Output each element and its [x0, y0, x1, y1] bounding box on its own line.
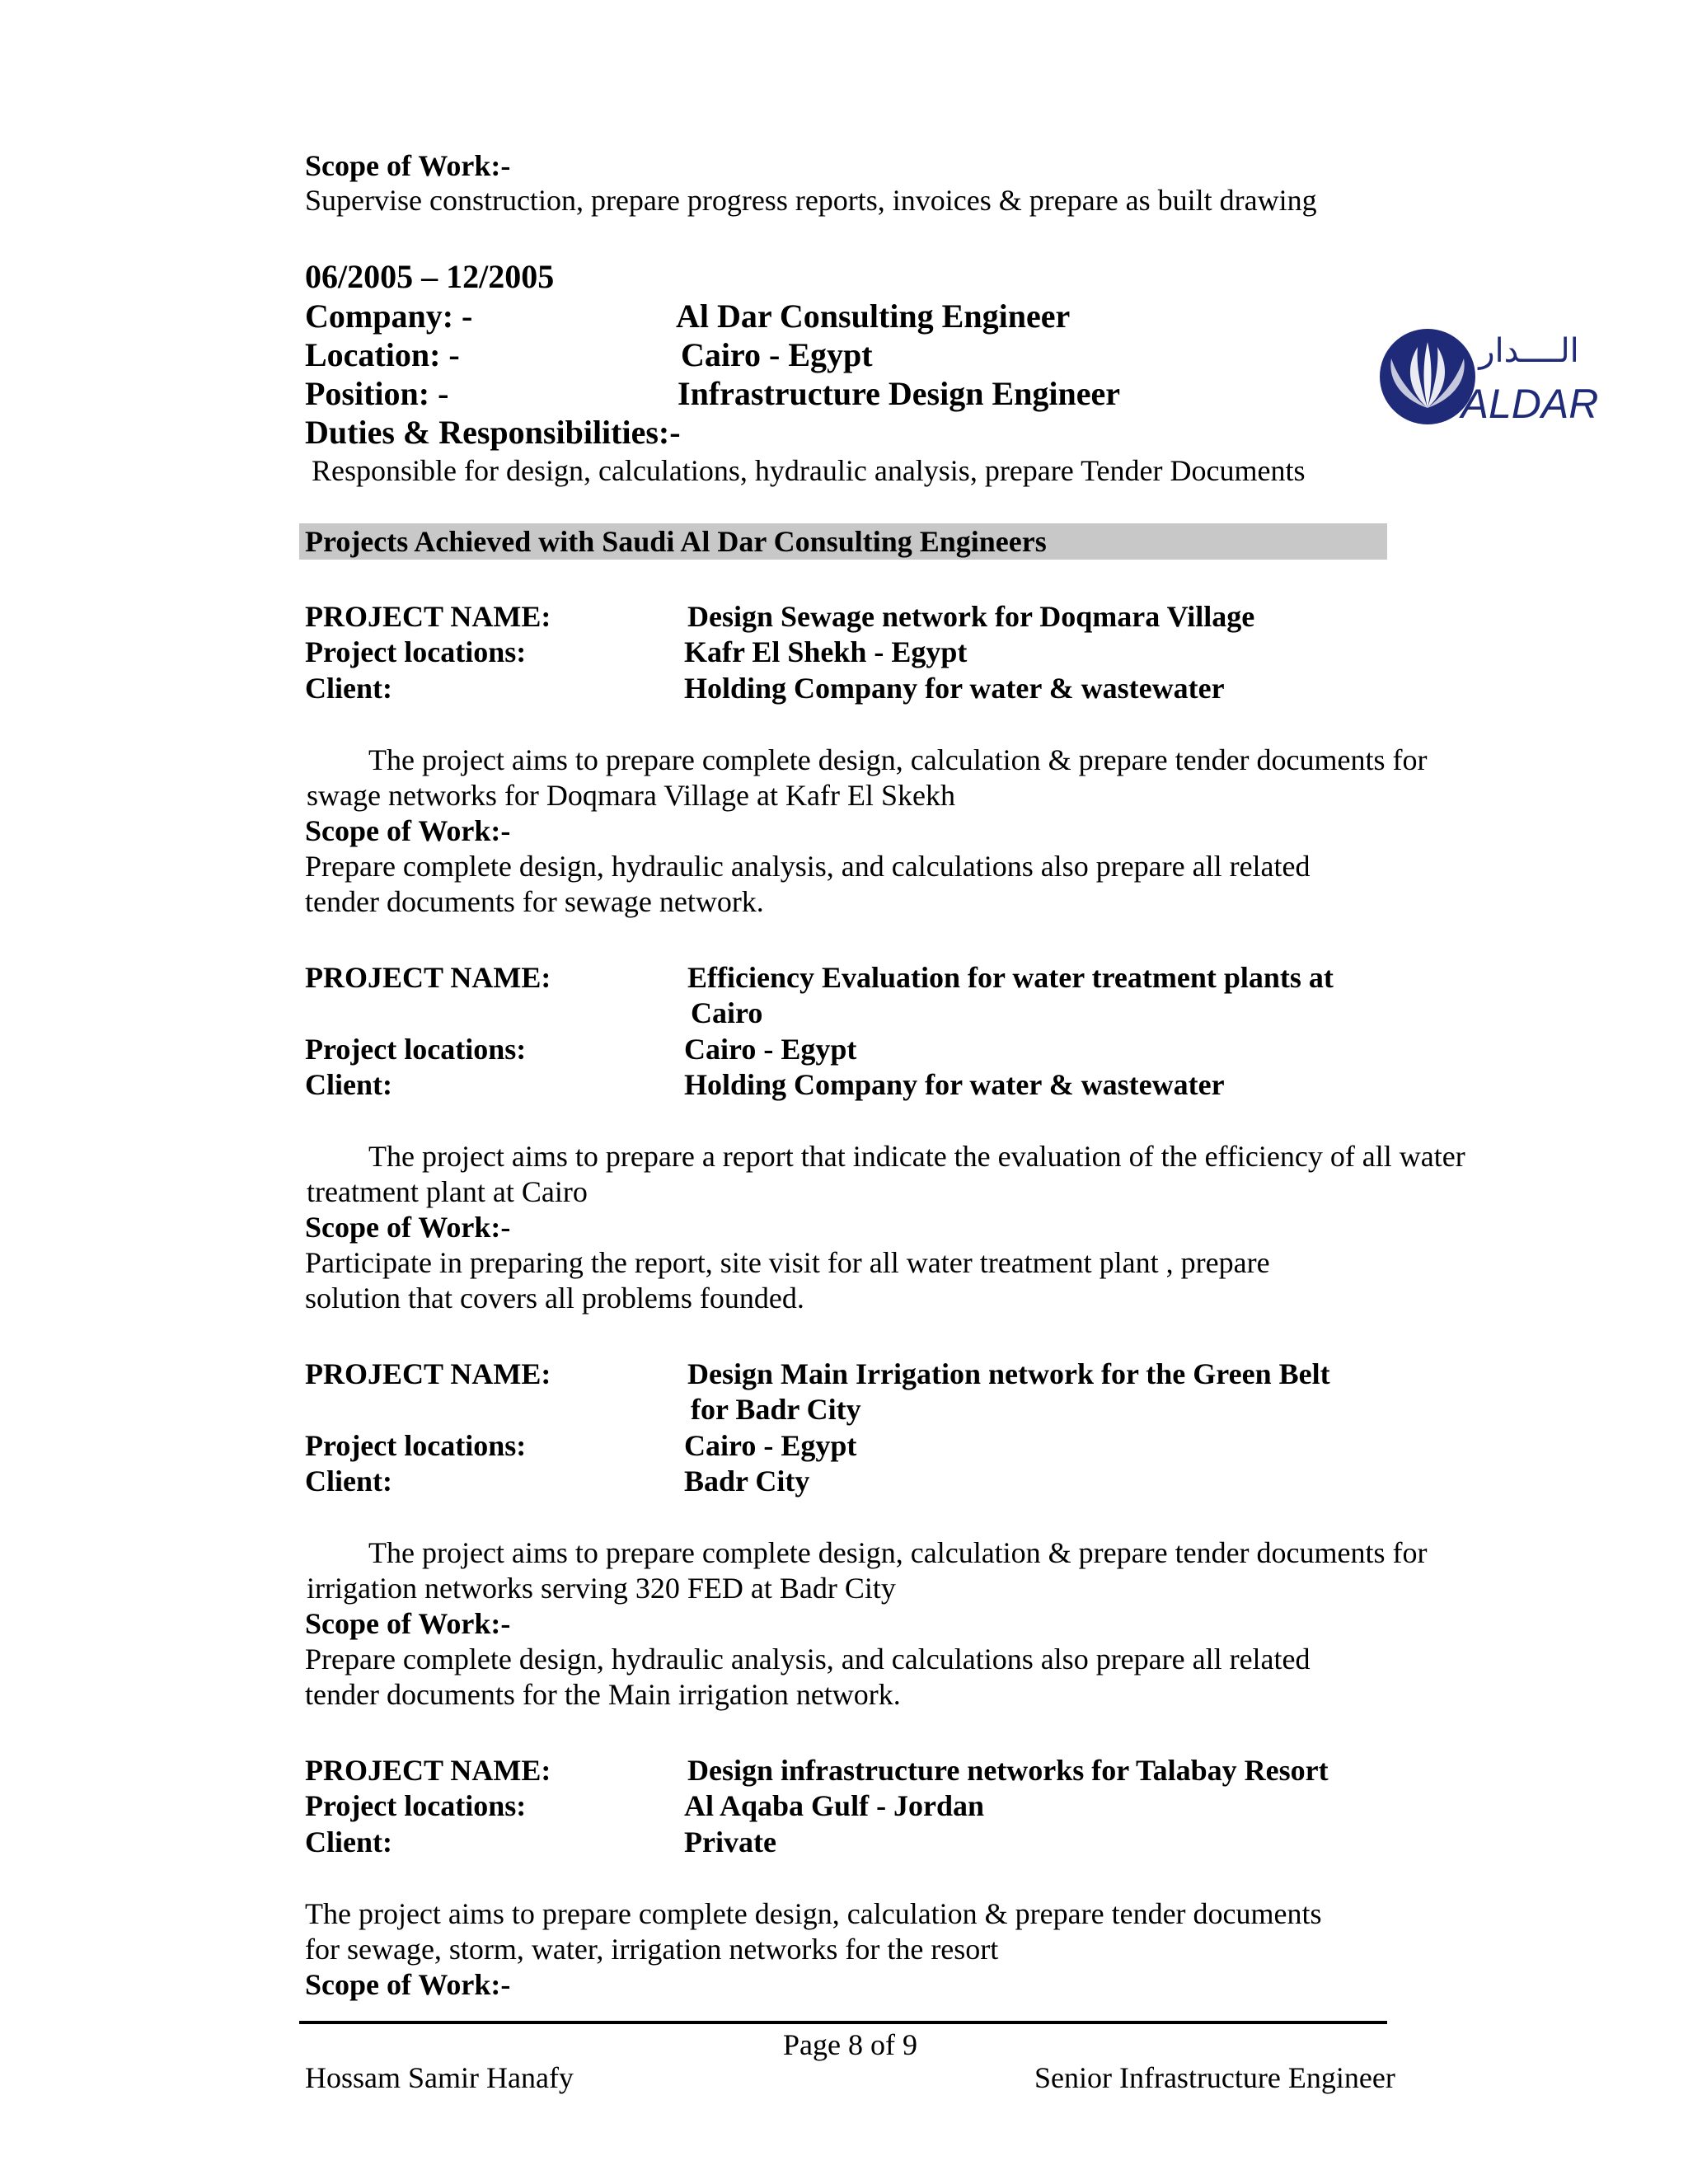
- project-2-desc-line2: treatment plant at Cairo: [307, 1175, 588, 1208]
- project-2-name-label: PROJECT NAME:: [305, 961, 551, 994]
- project-3-name-line2: for Badr City: [691, 1393, 861, 1426]
- project-2-scope-line2: solution that covers all problems founded.: [305, 1282, 804, 1315]
- project-4-name: Design infrastructure networks for Talabay Resort: [687, 1754, 1329, 1787]
- project-3-scope-line2: tender documents for the Main irrigation network.: [305, 1678, 901, 1711]
- logo-latin-text: ALDAR: [1461, 381, 1599, 427]
- project-4-locations-label: Project locations:: [305, 1789, 527, 1822]
- project-2-name-line1: Efficiency Evaluation for water treatment plants at: [687, 961, 1334, 994]
- company-label: Company: -: [305, 298, 473, 335]
- project-2-scope-heading: Scope of Work:-: [305, 1211, 511, 1244]
- position-label: Position: -: [305, 375, 449, 412]
- project-3-client-label: Client:: [305, 1465, 392, 1497]
- company-value: Al Dar Consulting Engineer: [676, 298, 1071, 335]
- project-4-client: Private: [684, 1825, 776, 1858]
- footer-title: Senior Infrastructure Engineer: [1034, 2061, 1395, 2094]
- project-4-desc-line2: for sewage, storm, water, irrigation networks for the resort: [305, 1933, 999, 1966]
- project-1-desc-line1: The project aims to prepare complete design, calculation & prepare tender documents for: [368, 743, 1428, 776]
- aldar-logo-graphic: [1376, 317, 1599, 433]
- scope-heading: Scope of Work:-: [305, 149, 511, 182]
- page-number: Page 8 of 9: [783, 2028, 917, 2061]
- project-3-scope-heading: Scope of Work:-: [305, 1607, 511, 1640]
- location-value: Cairo - Egypt: [681, 336, 873, 373]
- footer-author: Hossam Samir Hanafy: [305, 2061, 574, 2094]
- project-1-client: Holding Company for water & wastewater: [684, 672, 1225, 705]
- section-heading: Projects Achieved with Saudi Al Dar Consulting Engineers: [305, 525, 1047, 558]
- project-4-location: Al Aqaba Gulf - Jordan: [684, 1789, 985, 1822]
- project-2-scope-line1: Participate in preparing the report, site visit for all water treatment plant , prepare: [305, 1246, 1270, 1279]
- project-3-location: Cairo - Egypt: [684, 1429, 857, 1462]
- project-4-name-label: PROJECT NAME:: [305, 1754, 551, 1787]
- duties-text: Responsible for design, calculations, hydraulic analysis, prepare Tender Documents: [312, 454, 1306, 487]
- project-1-desc-line2: swage networks for Doqmara Village at Kafr El Skekh: [307, 779, 955, 812]
- project-4-scope-heading: Scope of Work:-: [305, 1968, 511, 2001]
- project-2-desc-line1: The project aims to prepare a report that indicate the evaluation of the efficiency of all water: [368, 1140, 1465, 1173]
- project-2-client: Holding Company for water & wastewater: [684, 1068, 1225, 1101]
- job-period: 06/2005 – 12/2005: [305, 258, 555, 295]
- project-3-desc-line1: The project aims to prepare complete design, calculation & prepare tender documents for: [368, 1536, 1428, 1569]
- scope-text: Supervise construction, prepare progress reports, invoices & prepare as built drawing: [305, 184, 1317, 217]
- project-3-desc-line2: irrigation networks serving 320 FED at Badr City: [307, 1572, 896, 1605]
- project-2-client-label: Client:: [305, 1068, 392, 1101]
- project-3-scope-line1: Prepare complete design, hydraulic analysis, and calculations also prepare all related: [305, 1643, 1311, 1675]
- project-1-scope-line2: tender documents for sewage network.: [305, 885, 764, 918]
- footer-rule: [299, 2021, 1387, 2024]
- project-3-locations-label: Project locations:: [305, 1429, 527, 1462]
- location-label: Location: -: [305, 336, 460, 373]
- position-value: Infrastructure Design Engineer: [678, 375, 1120, 412]
- project-3-client: Badr City: [684, 1465, 810, 1497]
- project-1-name-label: PROJECT NAME:: [305, 600, 551, 633]
- project-2-location: Cairo - Egypt: [684, 1033, 857, 1066]
- project-1-client-label: Client:: [305, 672, 392, 705]
- project-1-locations-label: Project locations:: [305, 635, 527, 668]
- project-4-desc-line1: The project aims to prepare complete design, calculation & prepare tender documents: [305, 1897, 1322, 1930]
- project-1-location: Kafr El Shekh - Egypt: [684, 635, 968, 668]
- project-4-client-label: Client:: [305, 1825, 392, 1858]
- project-1-scope-line1: Prepare complete design, hydraulic analysis, and calculations also prepare all related: [305, 850, 1311, 883]
- aldar-logo: [1376, 317, 1599, 433]
- project-3-name-label: PROJECT NAME:: [305, 1357, 551, 1390]
- logo-arabic-text: الــــدار: [1479, 332, 1579, 370]
- project-1-scope-heading: Scope of Work:-: [305, 814, 511, 847]
- project-3-name-line1: Design Main Irrigation network for the Green Belt: [687, 1357, 1330, 1390]
- duties-heading: Duties & Responsibilities:-: [305, 414, 681, 451]
- project-2-name-line2: Cairo: [691, 996, 763, 1029]
- project-2-locations-label: Project locations:: [305, 1033, 527, 1066]
- project-1-name: Design Sewage network for Doqmara Village: [687, 600, 1255, 633]
